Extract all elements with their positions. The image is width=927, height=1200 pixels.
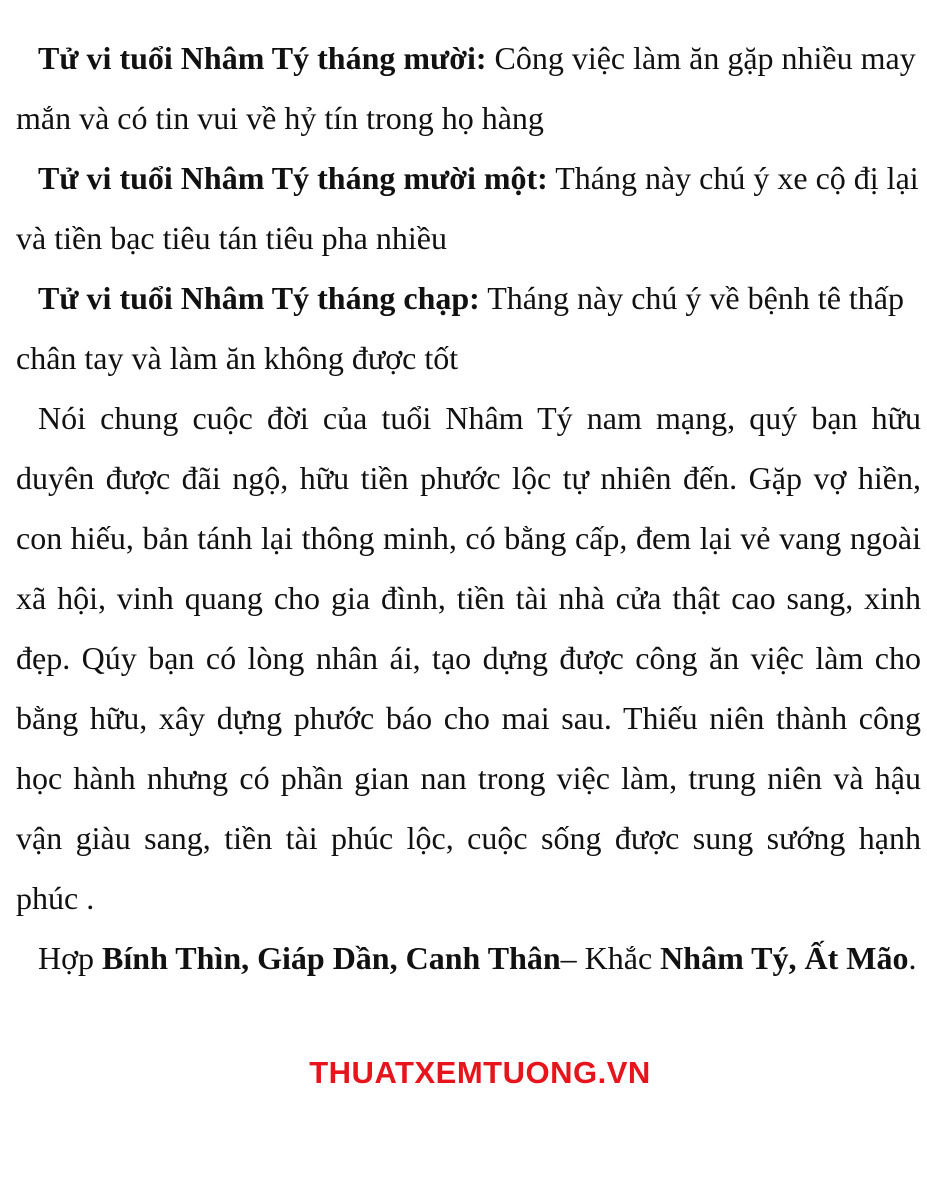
paragraph-heading: Tử vi tuổi Nhâm Tý tháng mười một: xyxy=(38,160,548,196)
paragraph-heading: Tử vi tuổi Nhâm Tý tháng chạp: xyxy=(38,280,480,316)
compatibility-separator: – Khắc xyxy=(560,940,661,976)
paragraph-heading: Tử vi tuổi Nhâm Tý tháng mười: xyxy=(38,40,487,76)
paragraph-text: Tháng này chú ý về bệnh tê thấp chân tay và làm ăn không được tốt xyxy=(16,280,904,376)
compatibility-prefix: Hợp xyxy=(38,940,103,976)
paragraph-text: Công việc làm ăn gặp nhiều may mắn và có tin vui về hỷ tín trong họ hàng xyxy=(16,40,916,136)
paragraph-compatibility xyxy=(16,928,921,988)
paragraph-text: Tháng này chú ý xe cộ đị lại và tiền bạc tiêu tán tiêu pha nhiều xyxy=(16,160,919,256)
paragraph-month-10 xyxy=(16,28,921,148)
paragraph-summary xyxy=(16,388,921,928)
compatible-ages: Bính Thìn, Giáp Dần, Canh Thân xyxy=(102,940,561,976)
document-body xyxy=(16,28,921,988)
paragraph-month-11 xyxy=(16,148,921,268)
paragraph-text: Nói chung cuộc đời của tuổi Nhâm Tý nam mạng, quý bạn hữu duyên được đãi ngộ, hữu tiền phước lộc tự nhiên đến. Gặp vợ hiền, con hiếu, bản tánh lại thông minh, có bằng cấp, đem lại vẻ vang ngoài xã hội, vinh quang cho gia đình, tiền tài nhà cửa thật cao sang, xinh đẹp. Qúy bạn có lòng nhân ái, tạo dựng được công ăn việc làm cho bằng hữu, xây dựng phước báo cho mai sau. Thiếu niên thành công học hành nhưng có phần gian nan trong việc làm, trung niên và hậu vận giàu sang, tiền tài phúc lộc, cuộc sống được sung sướng hạnh phúc . xyxy=(16,400,921,916)
paragraph-month-12 xyxy=(16,268,921,388)
compatibility-suffix: . xyxy=(908,940,917,976)
site-watermark: THUATXEMTUONG.VN xyxy=(309,1055,651,1090)
incompatible-ages: Nhâm Tý, Ất Mão xyxy=(660,940,909,976)
